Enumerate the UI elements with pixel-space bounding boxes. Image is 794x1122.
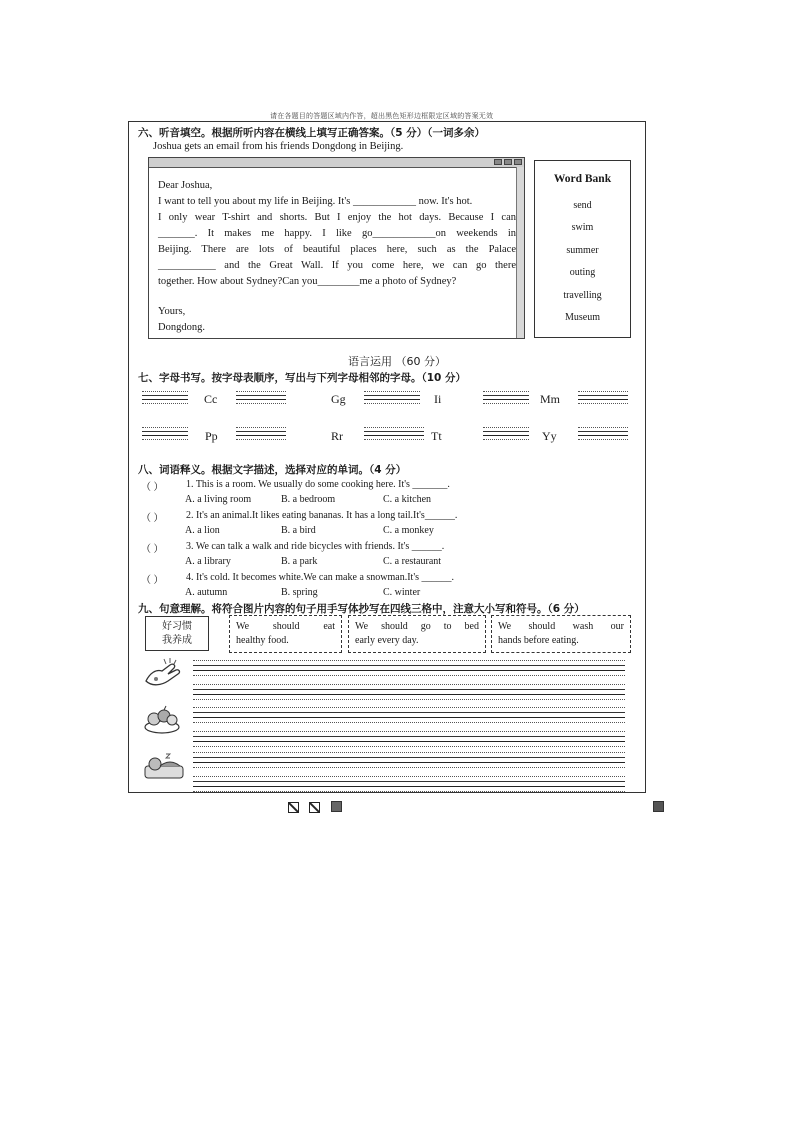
sentence-card-line: healthy food.: [236, 635, 289, 646]
email-line: Dear Joshua,: [158, 180, 213, 191]
email-line: Beijing. There are lots of beautiful places here, such as the Palace: [158, 244, 516, 255]
letter-prompt: Gg: [331, 392, 346, 406]
habit-label-line: 好习惯: [162, 621, 192, 632]
word-bank-word: Museum: [565, 312, 600, 323]
letter-writing-lines[interactable]: [578, 391, 628, 403]
writing-line: [193, 757, 625, 758]
marker-icon: [288, 802, 299, 813]
letter-writing-lines[interactable]: [236, 391, 286, 403]
writing-line: [193, 699, 625, 700]
letter-writing-lines[interactable]: [236, 427, 286, 439]
writing-line: [193, 767, 625, 768]
letter-writing-lines[interactable]: [142, 427, 188, 439]
writing-line: [193, 736, 625, 737]
writing-line: [193, 762, 625, 763]
email-scrollbar: [516, 167, 524, 338]
writing-line: [193, 684, 625, 685]
option-b: B. a park: [281, 556, 318, 567]
section6-heading: 六、听音填空。根据所听内容在横线上填写正确答案。（5 分）（一词多余）: [138, 127, 485, 139]
word-bank-word: travelling: [563, 290, 602, 301]
writing-line: [193, 660, 625, 661]
letter-writing-lines[interactable]: [364, 427, 424, 439]
sentence-card: [491, 615, 631, 653]
email-line: ___________ and the Great Wall. If you come here, we can go there: [158, 260, 516, 271]
part-title: 语言运用 （60 分）: [348, 355, 446, 368]
close-icon: [514, 159, 522, 165]
maximize-icon: [504, 159, 512, 165]
question-text: 2. It's an animal.It likes eating bananas. It has a long tail.It's______.: [186, 510, 458, 521]
question-text: 3. We can talk a walk and ride bicycles with friends. It's ______.: [186, 541, 445, 552]
email-line: _______. It makes me happy. I like go____________on weekends in: [158, 228, 516, 239]
writing-line: [193, 689, 625, 690]
writing-line: [193, 776, 625, 777]
word-bank-word: outing: [569, 267, 596, 278]
sentence-card-line: early every day.: [355, 635, 419, 646]
option-c: C. a kitchen: [383, 494, 432, 505]
sentence-card: [229, 615, 342, 653]
writing-line: [193, 707, 625, 708]
writing-line: [193, 712, 625, 713]
word-bank-word: swim: [571, 222, 594, 233]
email-line: together. How about Sydney?Can you________me a photo of Sydney?: [158, 276, 457, 287]
writing-line: [193, 741, 625, 742]
email-signature: Dongdong.: [158, 322, 205, 333]
option-c: C. a monkey: [383, 525, 434, 536]
writing-line: [193, 786, 625, 787]
letter-prompt: Cc: [204, 392, 218, 406]
answer-parentheses[interactable]: （ ）: [141, 544, 164, 555]
sentence-card-line: We should eat: [236, 621, 335, 632]
letter-prompt: Pp: [205, 429, 218, 443]
section9-heading: 九、句意理解。将符合图片内容的句子用手写体抄写在四线三格中，注意大小写和符号。（6 分）: [138, 603, 585, 615]
answer-parentheses[interactable]: （ ）: [141, 482, 164, 493]
writing-line: [193, 665, 625, 666]
letter-prompt: Tt: [431, 429, 442, 443]
hand-washing-picture: [142, 655, 186, 691]
sentence-card: [348, 615, 486, 653]
sentence-card-line: We should wash our: [498, 621, 624, 632]
sentence-card-line: We should go to bed: [355, 621, 479, 632]
writing-line: [193, 675, 625, 676]
letter-writing-lines[interactable]: [364, 391, 420, 403]
writing-line: [193, 731, 625, 732]
letter-prompt: Ii: [434, 392, 442, 406]
question-text: 1. This is a room. We usually do some cooking here. It's _______.: [186, 479, 450, 490]
email-closing: Yours,: [158, 306, 186, 317]
option-a: A. a lion: [185, 525, 220, 536]
option-c: C. winter: [383, 587, 421, 598]
sentence-card-line: hands before eating.: [498, 635, 579, 646]
answer-parentheses[interactable]: （ ）: [141, 575, 164, 586]
section8-heading: 八、词语释义。根据文字描述，选择对应的单词。（4 分）: [138, 464, 407, 476]
writing-line: [193, 781, 625, 782]
word-bank-title: Word Bank: [553, 173, 612, 185]
writing-line: [193, 670, 625, 671]
word-bank: [534, 160, 631, 338]
email-line: I only wear T-shirt and shorts. But I enjoy the hot days. Because I can: [158, 212, 516, 223]
minimize-icon: [494, 159, 502, 165]
writing-line: [193, 722, 625, 723]
option-b: B. a bedroom: [281, 494, 336, 505]
email-line: I want to tell you about my life in Beijing. It's ____________ now. It's hot.: [158, 196, 473, 207]
letter-writing-lines[interactable]: [483, 391, 529, 403]
writing-line: [193, 717, 625, 718]
marker-icon: [309, 802, 320, 813]
section6-intro: Joshua gets an email from his friends Dongdong in Beijing.: [153, 141, 404, 152]
email-title-bar: [149, 158, 524, 168]
writing-line: [193, 694, 625, 695]
word-bank-word: send: [573, 200, 592, 211]
healthy-food-picture: [142, 703, 182, 735]
letter-writing-lines[interactable]: [142, 391, 188, 403]
marker-icon: [331, 801, 342, 812]
answer-area-notice: 请在各题目的答题区域内作答，超出黑色矩形边框限定区域的答案无效: [270, 112, 494, 120]
option-b: B. a bird: [281, 525, 316, 536]
option-a: A. autumn: [185, 587, 228, 598]
letter-writing-lines[interactable]: [483, 427, 529, 439]
answer-parentheses[interactable]: （ ）: [141, 513, 164, 524]
letter-prompt: Mm: [540, 392, 561, 406]
habit-label-line: 我养成: [162, 635, 192, 646]
writing-line: [193, 791, 625, 792]
email-window: [148, 157, 525, 339]
writing-line: [193, 752, 625, 753]
letter-writing-lines[interactable]: [578, 427, 628, 439]
marker-icon: [653, 801, 664, 812]
letter-prompt: Yy: [542, 429, 557, 443]
option-a: A. a living room: [185, 494, 252, 505]
question-text: 4. It's cold. It becomes white.We can make a snowman.It's ______.: [186, 572, 455, 583]
option-b: B. spring: [281, 587, 318, 598]
letter-prompt: Rr: [331, 429, 343, 443]
sleeping-child-picture: [142, 750, 186, 782]
word-bank-word: summer: [566, 245, 599, 256]
option-a: A. a library: [185, 556, 231, 567]
section7-heading: 七、字母书写。按字母表顺序，写出与下列字母相邻的字母。（10 分）: [138, 372, 467, 384]
habit-label-box: [145, 616, 209, 651]
option-c: C. a restaurant: [383, 556, 442, 567]
writing-line: [193, 746, 625, 747]
